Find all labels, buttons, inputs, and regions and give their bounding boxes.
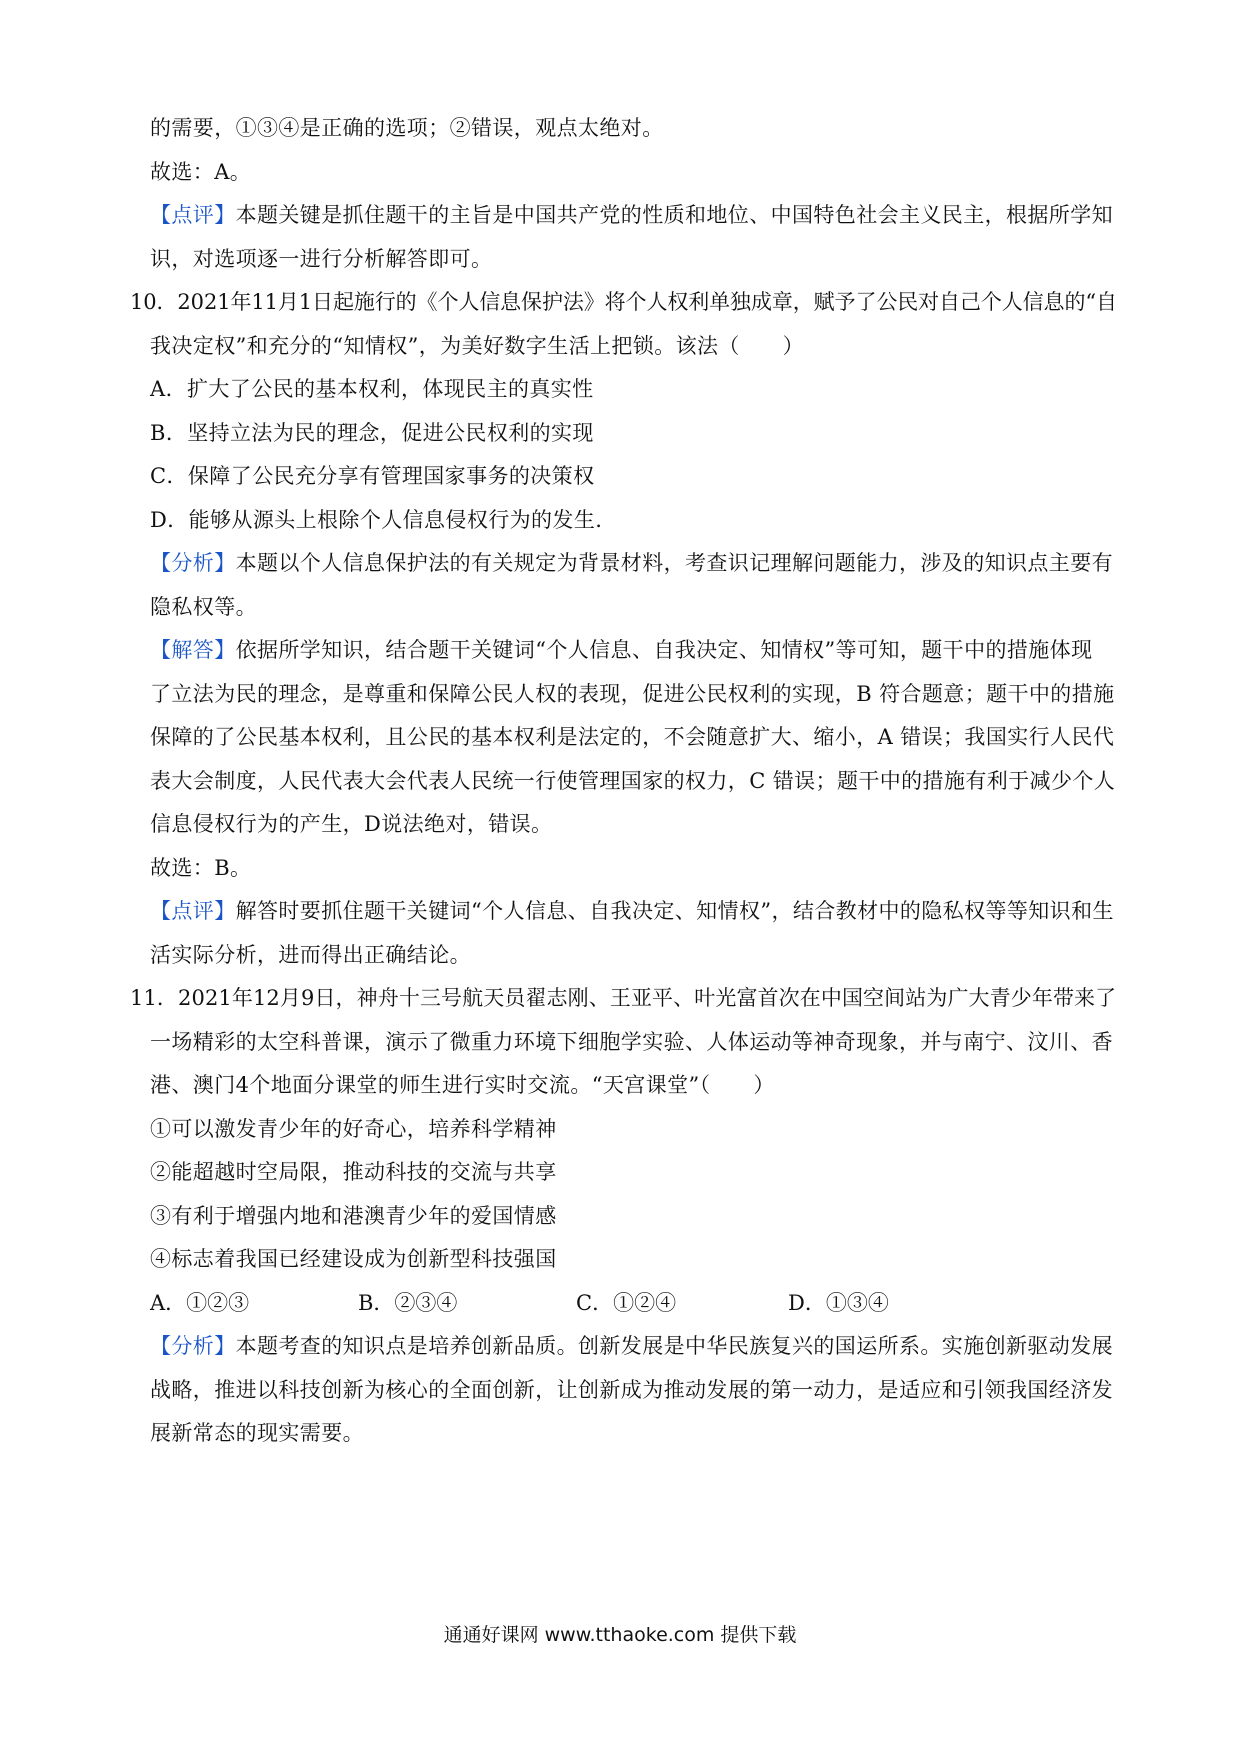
prev-explanation-line: 的需要，①③④是正确的选项；②错误，观点太绝对。 bbox=[150, 116, 664, 140]
q10-solution-cont-1: 了立法为民的理念，是尊重和保障公民人权的表现，促进公民权利的实现，B 符合题意；题干中的措施 bbox=[150, 682, 1115, 706]
q11-analysis-cont-1: 战略，推进以科技创新为核心的全面创新，让创新成为推动发展的第一动力，是适应和引领我国经济发 bbox=[150, 1378, 1113, 1402]
q10-stem: 10．2021年11月1日起施行的《个人信息保护法》将个人权利单独成章，赋予了公民对自己个人信息的“自 bbox=[130, 290, 1117, 314]
q10-comment bbox=[150, 896, 1114, 926]
q11-item-2: ②能超越时空局限，推动科技的交流与共享 bbox=[150, 1160, 557, 1184]
q11-stem-cont-2: 港、澳门4个地面分课堂的师生进行实时交流。“天宫课堂”（ ） bbox=[150, 1073, 775, 1097]
q10-solution-cont-3: 表大会制度，人民代表大会代表人民统一行使管理国家的权力，C 错误；题干中的措施有利于减少个人 bbox=[150, 769, 1116, 793]
q11-stem: 11．2021年12月9日，神舟十三号航天员翟志刚、王亚平、叶光富首次在中国空间站为广大青少年带来了 bbox=[130, 986, 1117, 1010]
analysis-tag: 【分析】 bbox=[150, 551, 236, 575]
q11-option-d: D．①③④ bbox=[788, 1291, 889, 1315]
q10-solution-text: 依据所学知识，结合题干关键词“个人信息、自我决定、知情权”等可知，题干中的措施体现 bbox=[235, 638, 1093, 662]
solution-tag: 【解答】 bbox=[150, 638, 236, 662]
prev-answer: 故选：A。 bbox=[150, 160, 252, 184]
q11-analysis bbox=[150, 1331, 1113, 1361]
q11-stem-cont-1: 一场精彩的太空科普课，演示了微重力环境下细胞学实验、人体运动等神奇现象，并与南宁、汶川、香 bbox=[150, 1030, 1113, 1054]
q10-option-c: C．保障了公民充分享有管理国家事务的决策权 bbox=[150, 464, 595, 488]
comment-tag: 【点评】 bbox=[150, 203, 236, 227]
q10-analysis bbox=[150, 548, 1113, 578]
prev-comment bbox=[150, 200, 1113, 230]
q10-option-b: B．坚持立法为民的理念，促进公民权利的实现 bbox=[150, 421, 594, 445]
q10-comment-cont: 活实际分析，进而得出正确结论。 bbox=[150, 943, 471, 967]
q10-analysis-text: 本题以个人信息保护法的有关规定为背景材料，考查识记理解问题能力，涉及的知识点主要有 bbox=[235, 551, 1114, 575]
q10-answer: 故选：B。 bbox=[150, 856, 252, 880]
prev-comment-text: 本题关键是抓住题干的主旨是中国共产党的性质和地位、中国特色社会主义民主，根据所学知 bbox=[235, 203, 1114, 227]
q11-option-b: B．②③④ bbox=[358, 1291, 458, 1315]
q11-analysis-cont-2: 展新常态的现实需要。 bbox=[150, 1421, 364, 1445]
comment-tag: 【点评】 bbox=[150, 899, 236, 923]
q10-solution-cont-4: 信息侵权行为的产生，D说法绝对，错误。 bbox=[150, 812, 553, 836]
q10-comment-text: 解答时要抓住题干关键词“个人信息、自我决定、知情权”，结合教材中的隐私权等等知识和生 bbox=[235, 899, 1114, 923]
q10-option-a: A．扩大了公民的基本权利，体现民主的真实性 bbox=[150, 377, 594, 401]
q10-solution-cont-2: 保障的了公民基本权利，且公民的基本权利是法定的，不会随意扩大、缩小，A 错误；我国实行人民代 bbox=[150, 725, 1115, 749]
q11-item-4: ④标志着我国已经建设成为创新型科技强国 bbox=[150, 1247, 557, 1271]
q11-analysis-text: 本题考查的知识点是培养创新品质。创新发展是中华民族复兴的国运所系。实施创新驱动发展 bbox=[235, 1334, 1114, 1358]
q11-item-1: ①可以激发青少年的好奇心，培养科学精神 bbox=[150, 1117, 557, 1141]
analysis-tag: 【分析】 bbox=[150, 1334, 236, 1358]
q10-stem-cont: 我决定权”和充分的“知情权”，为美好数字生活上把锁。该法（ ） bbox=[150, 334, 805, 358]
q11-item-3: ③有利于增强内地和港澳青少年的爱国情感 bbox=[150, 1204, 557, 1228]
q10-option-d: D．能够从源头上根除个人信息侵权行为的发生. bbox=[150, 508, 603, 532]
q11-option-c: C．①②④ bbox=[576, 1291, 677, 1315]
prev-comment-cont: 识，对选项逐一进行分析解答即可。 bbox=[150, 247, 493, 271]
page-footer: 通通好课网 www.tthaoke.com 提供下载 bbox=[443, 1624, 797, 1646]
q11-option-a: A．①②③ bbox=[150, 1291, 250, 1315]
q10-analysis-cont: 隐私权等。 bbox=[150, 595, 257, 619]
q10-solution bbox=[150, 635, 1092, 665]
